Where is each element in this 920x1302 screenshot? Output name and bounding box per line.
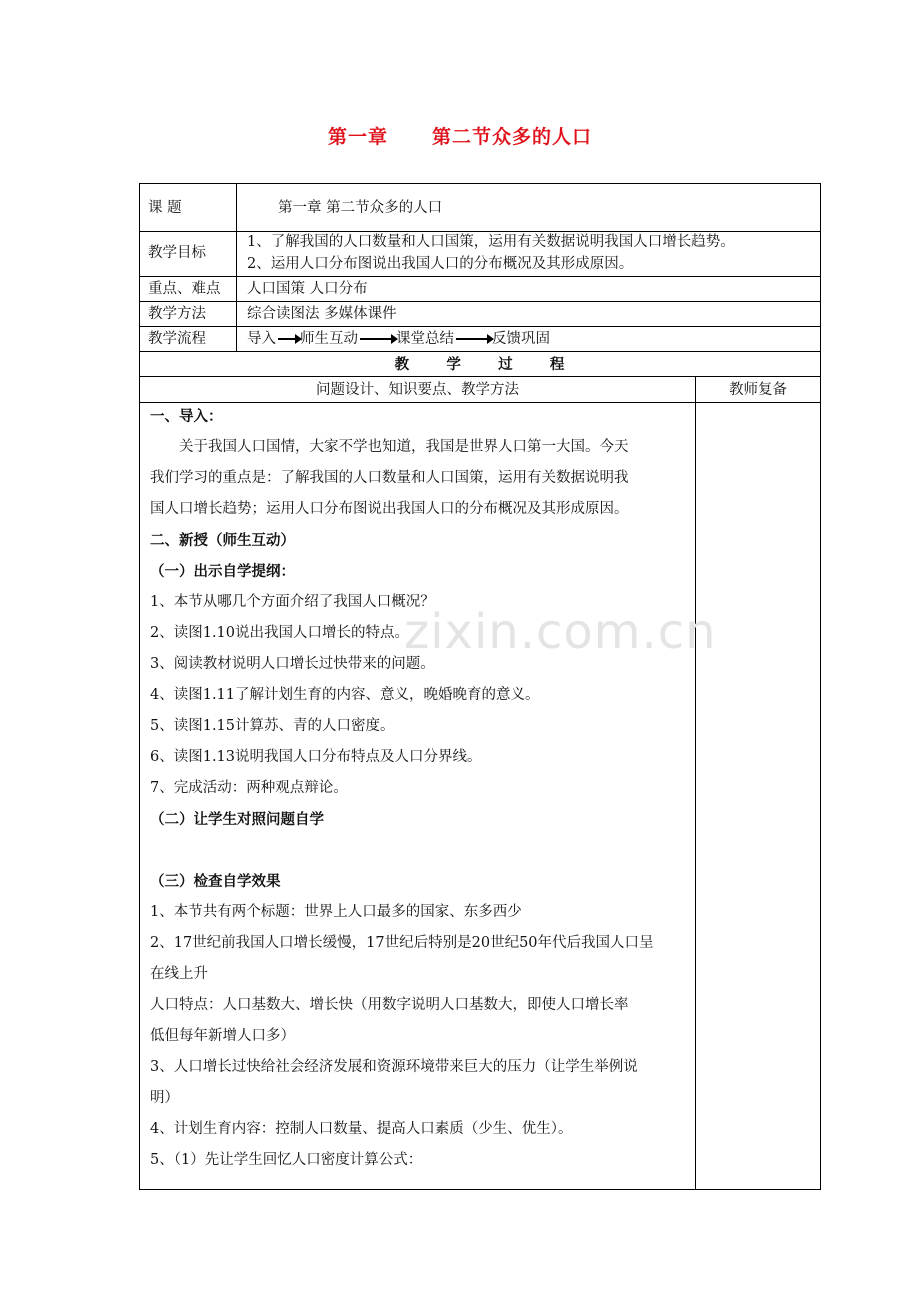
body-line: 关于我国人口国情，大家不学也知道，我国是世界人口第一大国。今天: [179, 439, 629, 455]
flow-step-2: 师生互动: [300, 331, 358, 347]
goal-label: 教学目标: [148, 245, 206, 261]
goal-line-1: 1、了解我国的人口数量和人口国策，运用有关数据说明我国人口增长趋势。: [247, 234, 735, 250]
body-line: 1、本节共有两个标题：世界上人口最多的国家、东多西少: [150, 904, 522, 920]
flow-step-1: 导入: [247, 331, 276, 347]
body-line: 6、读图1.13说明我国人口分布特点及人口分界线。: [150, 749, 482, 765]
watermark: zixin.com.cn: [404, 604, 717, 660]
arrow-right-icon: [456, 338, 490, 340]
flow-steps: [247, 328, 550, 350]
flow-step-4: 反馈巩固: [492, 331, 550, 347]
body-line: （一）出示自学提纲：: [150, 563, 295, 580]
body-line: 2、17世纪前我国人口增长缓慢，17世纪后特别是20世纪50年代后我国人口呈: [150, 935, 654, 951]
body-line: 4、读图1.11了解计划生育的内容、意义，晚婚晚育的意义。: [150, 687, 540, 703]
body-line: 5、（1）先让学生回忆人口密度计算公式：: [150, 1152, 423, 1168]
body-line: 4、计划生育内容：控制人口数量、提高人口素质（少生、优生）。: [150, 1121, 573, 1137]
arrow-right-icon: [278, 338, 298, 340]
body-line: 1、本节从哪几个方面介绍了我国人口概况？: [150, 594, 435, 610]
body-line: 在线上升: [150, 966, 208, 982]
page-title: [0, 122, 920, 149]
body-line: 明）: [150, 1090, 179, 1106]
title-section: 第二节众多的人口: [432, 126, 593, 148]
topic-value: 第一章 第二节众多的人口: [278, 200, 443, 216]
method-label: 教学方法: [148, 306, 206, 322]
lesson-body: [150, 401, 690, 1176]
body-line: 低但每年新增人口多）: [150, 1028, 295, 1044]
body-line: 二、新授（师生互动）: [150, 532, 295, 549]
flow-label: 教学流程: [148, 331, 206, 347]
body-line: 我们学习的重点是：了解我国的人口数量和人口国策，运用有关数据说明我: [150, 470, 629, 486]
arrow-right-icon: [360, 338, 394, 340]
body-line: 国人口增长趋势；运用人口分布图说出我国人口的分布概况及其形成原因。: [150, 501, 629, 517]
body-line: 7、完成活动：两种观点辩论。: [150, 780, 348, 796]
lesson-plan-table: [139, 183, 821, 1190]
process-header: 教 学 过 程: [394, 356, 566, 373]
body-line: 一、导入：: [150, 408, 223, 425]
topic-label: 课 题: [148, 200, 182, 216]
body-line: （二）让学生对照问题自学: [150, 811, 324, 828]
body-line: （三）检查自学效果: [150, 873, 281, 890]
column-header-content: 问题设计、知识要点、教学方法: [316, 382, 519, 398]
body-line: 2、读图1.10说出我国人口增长的特点。: [150, 625, 410, 641]
goal-line-2: 2、运用人口分布图说出我国人口的分布概况及其形成原因。: [247, 256, 634, 272]
title-chapter: 第一章: [327, 126, 388, 148]
flow-step-3: 课堂总结: [396, 331, 454, 347]
key-value: 人口国策 人口分布: [247, 281, 368, 297]
method-value: 综合读图法 多媒体课件: [247, 306, 397, 322]
body-line: 人口特点：人口基数大、增长快（用数字说明人口基数大，即使人口增长率: [150, 997, 629, 1013]
body-line: 5、读图1.15计算苏、青的人口密度。: [150, 718, 395, 734]
body-line: 3、阅读教材说明人口增长过快带来的问题。: [150, 656, 435, 672]
column-header-notes: 教师复备: [729, 382, 787, 398]
key-label: 重点、难点: [148, 281, 221, 297]
body-line: 3、人口增长过快给社会经济发展和资源环境带来巨大的压力（让学生举例说: [150, 1059, 638, 1075]
